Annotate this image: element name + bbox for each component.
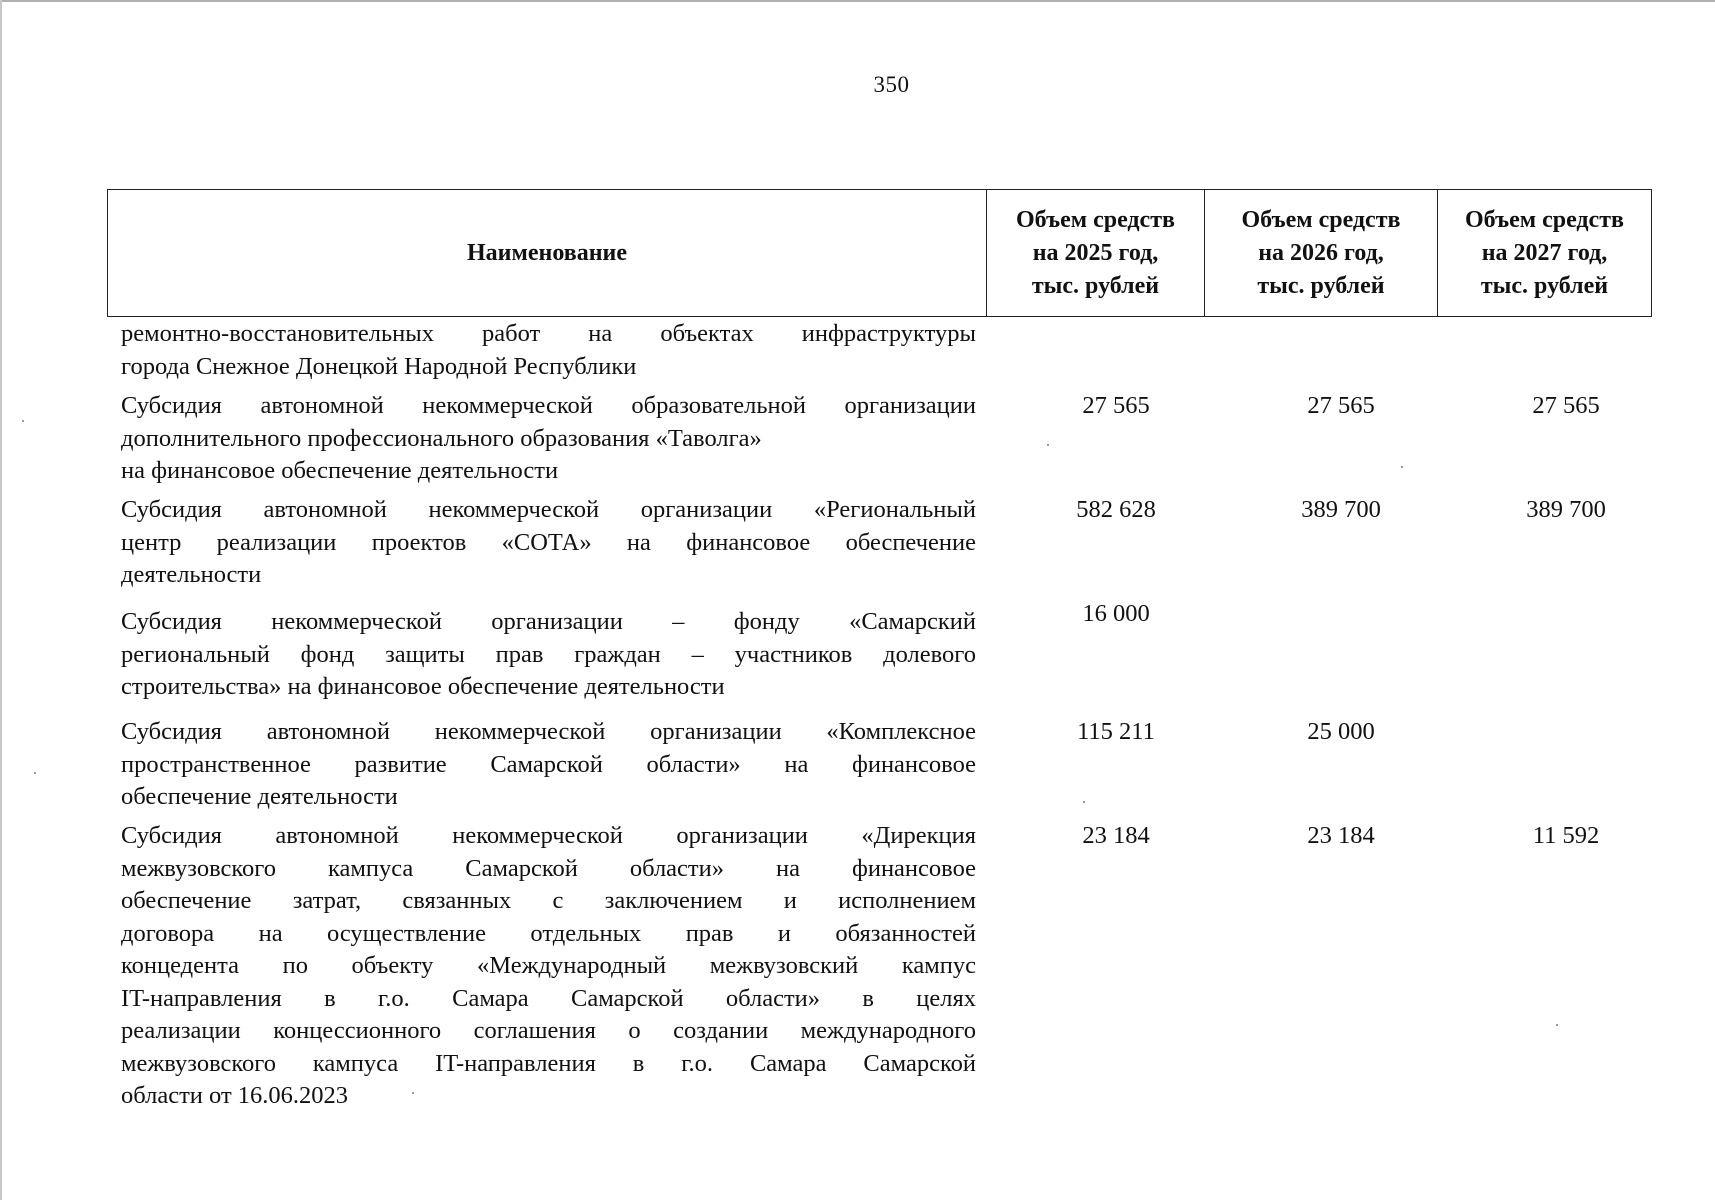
table-row (121, 494, 1651, 592)
header-name-label: Наименование (467, 239, 627, 266)
row-value-2025: 23 184 (1082, 822, 1150, 849)
row-value-2027: 11 592 (1532, 822, 1600, 849)
row-name-line: межвузовского кампуса IT-направления в г.о. Самара Самарской (121, 1049, 976, 1077)
row-name-line: реализации концессионного соглашения о создании международного (121, 1017, 976, 1044)
row-name-line: обеспечение деятельности (121, 783, 398, 810)
row-value-2027: 389 700 (1526, 496, 1606, 523)
row-name-line: Субсидия автономной некоммерческой организации «Региональный (121, 496, 976, 523)
row-name-line: города Снежное Донецкой Народной Республики (121, 352, 637, 380)
header-2026 (1205, 190, 1438, 316)
scan-speck (1083, 801, 1085, 803)
row-name-line: межвузовского кампуса Самарской области» на финансовое (121, 854, 976, 882)
table-row (121, 390, 1651, 488)
table-row (121, 716, 1651, 814)
row-name-line: ремонтно-восстановительных работ на объектах инфраструктуры (121, 320, 976, 347)
row-name-line: Субсидия автономной некоммерческой образовательной организации (121, 392, 976, 419)
row-name-line: Субсидия автономной некоммерческой организации «Дирекция (121, 822, 976, 849)
table-row (121, 598, 1651, 704)
row-name-line: строительства» на финансовое обеспечение деятельности (121, 673, 725, 700)
scan-speck (1047, 444, 1049, 446)
row-name (121, 494, 976, 592)
row-name-line: на финансовое обеспечение деятельности (121, 457, 559, 484)
header-2027-label: Объем средств на 2027 год, тыс. рублей (1465, 206, 1624, 299)
table-row (121, 318, 1651, 383)
row-name (121, 820, 976, 1113)
row-value-2025: 582 628 (1076, 496, 1156, 523)
row-value-2027: 27 565 (1532, 392, 1600, 419)
row-name-line: договора на осуществление отдельных прав и обязанностей (121, 919, 976, 947)
scan-speck (1556, 1024, 1558, 1026)
row-name-line: Субсидия некоммерческой организации – фонду «Самарский (121, 608, 976, 635)
row-name (121, 598, 976, 704)
row-value-2025: 115 211 (1077, 718, 1155, 745)
table-header (107, 189, 1652, 317)
row-name-line: деятельности (121, 561, 262, 588)
scan-speck (1401, 466, 1403, 468)
page-left-edge (0, 0, 2, 1200)
scan-speck (22, 420, 24, 422)
row-name-line: концедента по объекту «Международный межвузовский кампус (121, 952, 976, 979)
scan-speck (412, 1092, 414, 1094)
row-name (121, 716, 976, 814)
header-2025 (987, 190, 1205, 316)
row-value-2025: 27 565 (1082, 392, 1150, 419)
row-name-line: региональный фонд защиты прав граждан – участников долевого (121, 640, 976, 668)
header-2027 (1438, 190, 1651, 316)
row-name-line: области от 16.06.2023 (121, 1082, 349, 1109)
row-value-2026: 23 184 (1307, 822, 1375, 849)
row-value-2026: 27 565 (1307, 392, 1375, 419)
row-value-2026: 389 700 (1301, 496, 1381, 523)
table-row (121, 820, 1651, 1113)
header-2025-label: Объем средств на 2025 год, тыс. рублей (1016, 206, 1175, 299)
header-name (108, 190, 987, 316)
row-value-2026: 25 000 (1307, 718, 1375, 745)
row-name-line: обеспечение затрат, связанных с заключением и исполнением (121, 887, 976, 914)
row-name-line: дополнительного профессионального образования «Таволга» (121, 424, 762, 452)
row-name-line: центр реализации проектов «СОТА» на финансовое обеспечение (121, 528, 976, 556)
header-2026-label: Объем средств на 2026 год, тыс. рублей (1241, 206, 1401, 299)
row-name-line: пространственное развитие Самарской области» на финансовое (121, 750, 976, 778)
row-name (121, 318, 976, 383)
scan-speck (34, 772, 36, 774)
row-name-line: Субсидия автономной некоммерческой организации «Комплексное (121, 718, 976, 745)
row-name-line: IT-направления в г.о. Самара Самарской области» в целях (121, 984, 976, 1012)
row-value-2025: 16 000 (1082, 600, 1150, 627)
row-name (121, 390, 976, 488)
page-top-edge (0, 0, 1715, 2)
page-number: 350 (873, 72, 910, 97)
